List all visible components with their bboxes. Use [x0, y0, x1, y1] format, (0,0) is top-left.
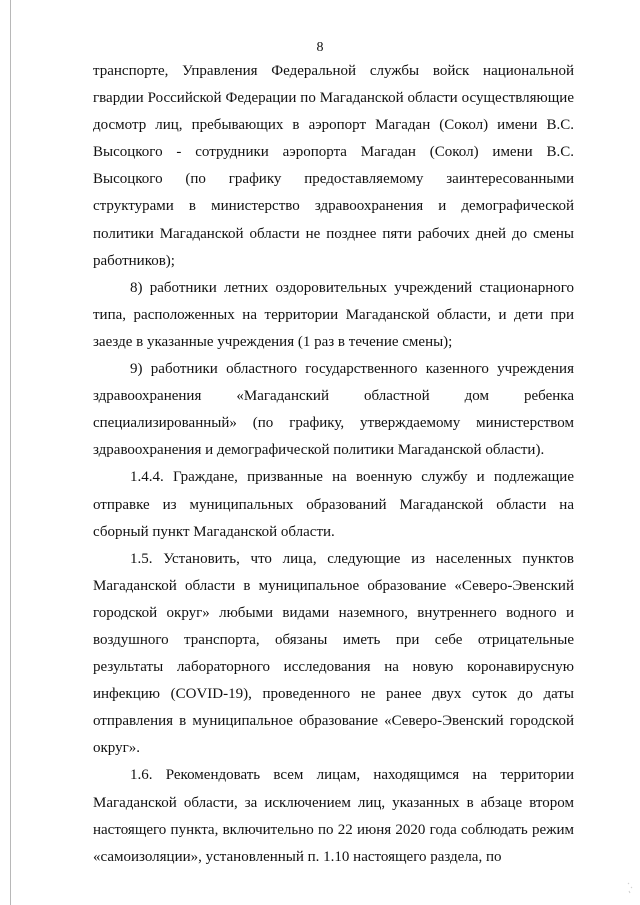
- scan-speck-icon: [626, 881, 634, 895]
- document-body: [93, 58, 574, 871]
- page-edge-line: [10, 0, 11, 905]
- paragraph-1-6: 1.6. Рекомендовать всем лицам, находящимся на территории Магаданской области, за исключением лиц, указанных в абзаце втором настоящего пункта, включительно по 22 июня 2020 года соблюдать режим «самоизоляции», установленный п. 1.10 настоящего раздела, по: [93, 767, 574, 865]
- paragraph-1-5: 1.5. Установить, что лица, следующие из населенных пунктов Магаданской области в муниципальное образование «Северо-Эвенский городской округ» любыми видами наземного, внутреннего водного и воздушного транспорта, обязаны иметь при себе отрицательные результаты лабораторного исследования на новую коронавирусную инфекцию (COVID-19), проведенного не ранее двух суток до даты отправления в муниципальное образование «Северо-Эвенский городской округ».: [93, 550, 574, 757]
- page-number: 8: [316, 40, 324, 55]
- paragraph-item-8: 8) работники летних оздоровительных учреждений стационарного типа, расположенных на территории Магаданской области, и дети при заезде в указанные учреждения (1 раз в течение смены);: [93, 279, 574, 350]
- paragraph-1-4-4: 1.4.4. Граждане, призванные на военную службу и подлежащие отправке из муниципальных образований Магаданской области на сборный пункт Магаданской области.: [93, 469, 574, 540]
- paragraph-continuation: транспорте, Управления Федеральной службы войск национальной гвардии Российской Федерации по Магаданской области осуществляющие досмотр лиц, пребывающих в аэропорт Магадан (Сокол) имени В.С. Высоцкого - сотрудники аэропорта Магадан (Сокол) имени В.С. Высоцкого (по графику предоставляемому заинтересованными структурами в министерство здравоохранения и демографической политики Магаданской области не позднее пяти рабочих дней до смены работников);: [93, 63, 574, 269]
- paragraph-item-9: 9) работники областного государственного казенного учреждения здравоохранения «Магаданский областной дом ребенка специализированный» (по графику, утверждаемому министерством здравоохранения и демографической политики Магаданской области).: [93, 361, 574, 459]
